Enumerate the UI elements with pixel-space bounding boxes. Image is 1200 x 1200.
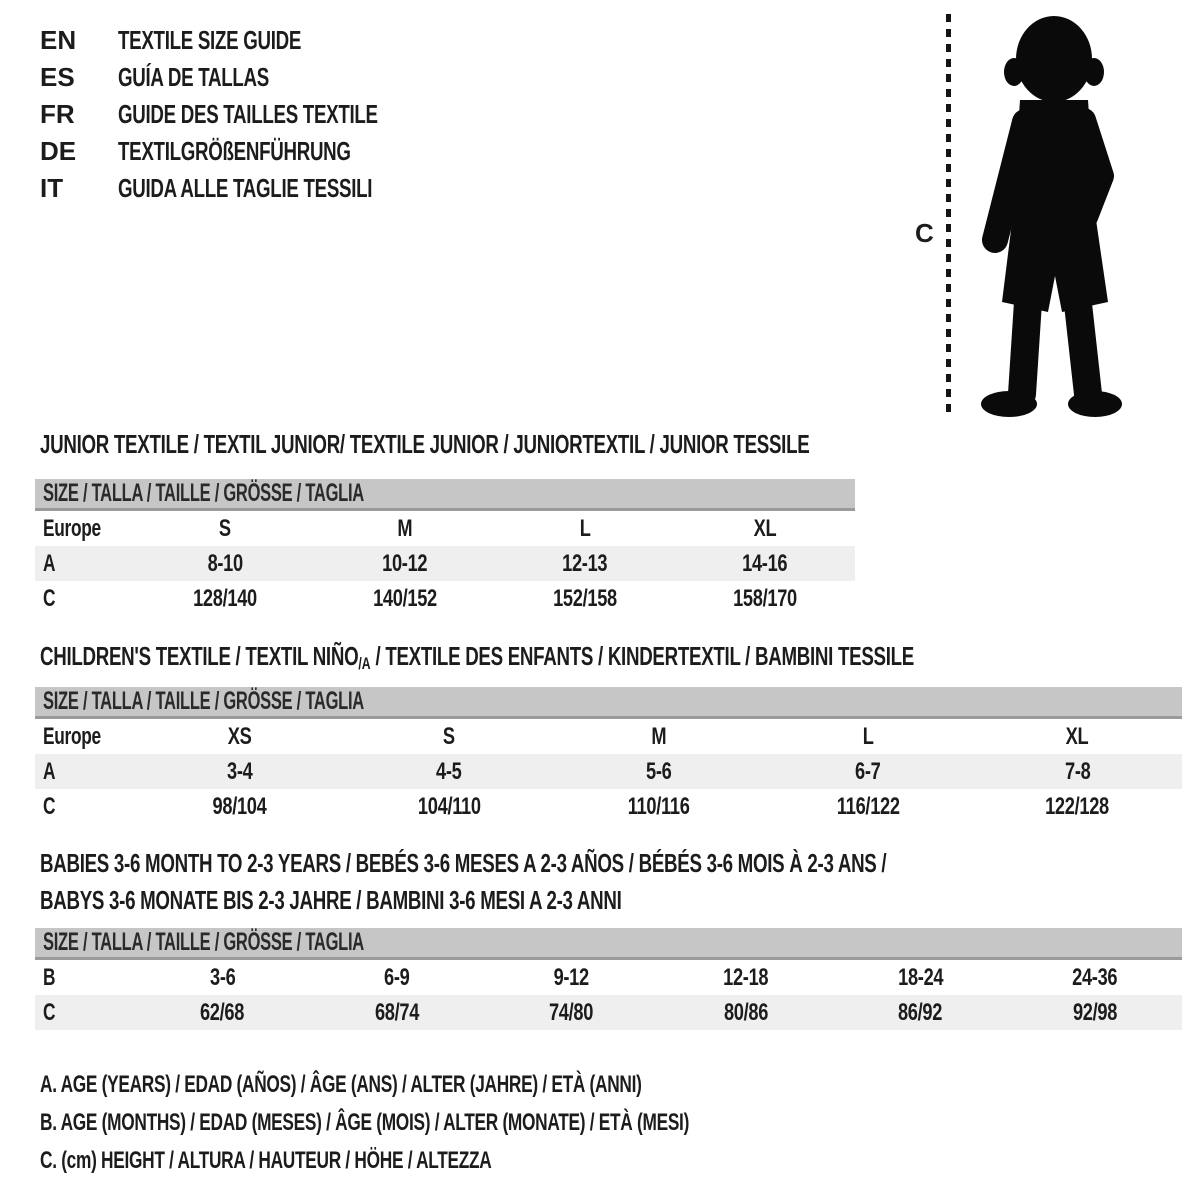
table-cell: 6-9 (384, 963, 410, 991)
row-label: C (43, 792, 56, 820)
babies-title-line2: BABYS 3-6 MONATE BIS 2-3 JAHRE / BAMBINI 3-6 MESI A 2-3 ANNI (40, 885, 622, 915)
table-cell: 62/68 (200, 998, 245, 1026)
table-cell: 7-8 (1064, 757, 1091, 785)
language-code: IT (40, 173, 64, 203)
legend-note-c: C. (cm) HEIGHT / ALTURA / HAUTEUR / HÖHE / ALTEZZA (40, 1147, 492, 1174)
row-label: C (43, 584, 56, 612)
table-cell: 68/74 (374, 998, 419, 1026)
table-row (35, 511, 855, 546)
table-cell: 152/158 (553, 584, 617, 612)
table-row (35, 789, 1182, 824)
table-row (35, 719, 1182, 754)
babies-title-line1: BABIES 3-6 MONTH TO 2-3 YEARS / BEBÉS 3-6 MESES A 2-3 AÑOS / BÉBÉS 3-6 MOIS À 2-3 ANS / (40, 848, 887, 878)
table-cell: S (443, 722, 456, 750)
language-title-list (40, 22, 479, 207)
guide-title-fr: GUIDE DES TAILLES TEXTILE (118, 99, 378, 129)
table-cell: 104/110 (417, 792, 481, 820)
table-cell: XL (1065, 722, 1089, 750)
table-cell: 110/116 (627, 792, 690, 820)
table-cell: L (862, 722, 874, 750)
table-cell: 8-10 (207, 549, 243, 577)
nino-a-subscript: /A (358, 654, 371, 673)
table-cell: XL (753, 514, 777, 542)
height-measure-label: C (915, 218, 934, 248)
table-cell: 18-24 (897, 963, 943, 991)
language-row-en (40, 22, 479, 59)
language-code: FR (40, 99, 75, 129)
babies-size-table (35, 928, 1182, 1030)
language-row-de (40, 133, 479, 170)
row-label: A (43, 757, 56, 785)
table-cell: 80/86 (723, 998, 768, 1026)
table-row (35, 546, 855, 581)
guide-title-es: GUÍA DE TALLAS (118, 62, 269, 92)
children-table-header: SIZE / TALLA / TAILLE / GRÖSSE / TAGLIA (35, 687, 1182, 719)
babies-table-header: SIZE / TALLA / TAILLE / GRÖSSE / TAGLIA (35, 928, 1182, 960)
legend-note-b: B. AGE (MONTHS) / EDAD (MESES) / ÂGE (MOIS) / ALTER (MONATE) / ETÀ (MESI) (40, 1109, 690, 1136)
guide-title-it: GUIDA ALLE TAGLIE TESSILI (118, 173, 373, 203)
language-row-it (40, 170, 479, 207)
row-label: Europe (43, 722, 101, 750)
table-cell: S (219, 514, 231, 542)
language-code: DE (40, 136, 77, 166)
table-cell: M (651, 722, 666, 750)
table-cell: 6-7 (855, 757, 881, 785)
children-size-table (35, 687, 1182, 824)
table-row (35, 581, 855, 616)
table-cell: 140/152 (373, 584, 437, 612)
row-label: B (43, 963, 56, 991)
table-cell: M (397, 514, 413, 542)
table-cell: 92/98 (1072, 998, 1117, 1026)
table-cell: 128/140 (193, 584, 257, 612)
table-cell: 9-12 (553, 963, 589, 991)
height-dashed-line (946, 14, 951, 418)
table-cell: L (579, 514, 591, 542)
table-row (35, 995, 1182, 1030)
toddler-silhouette-icon (962, 14, 1147, 419)
table-cell: 122/128 (1045, 792, 1110, 820)
junior-section-title: JUNIOR TEXTILE / TEXTIL JUNIOR/ TEXTILE JUNIOR / JUNIORTEXTIL / JUNIOR TESSILE (40, 429, 810, 459)
row-label: C (43, 998, 56, 1026)
table-cell: 24-36 (1072, 963, 1118, 991)
table-cell: 5-6 (645, 757, 672, 785)
table-cell: 74/80 (549, 998, 594, 1026)
language-code: EN (40, 25, 77, 55)
legend-note-a: A. AGE (YEARS) / EDAD (AÑOS) / ÂGE (ANS) / ALTER (JAHRE) / ETÀ (ANNI) (40, 1071, 642, 1098)
junior-size-table (35, 479, 855, 616)
children-section-title: CHILDREN'S TEXTILE / TEXTIL NIÑO/A / TEXTILE DES ENFANTS / KINDERTEXTIL / BAMBINI TESSILE (40, 641, 914, 673)
table-cell: 3-4 (226, 757, 253, 785)
table-cell: 86/92 (898, 998, 943, 1026)
table-cell: 116/122 (836, 792, 900, 820)
table-cell: 14-16 (742, 549, 788, 577)
table-cell: XS (227, 722, 252, 750)
language-code: ES (40, 62, 75, 92)
language-row-fr (40, 96, 479, 133)
row-label: Europe (43, 514, 101, 542)
table-cell: 98/104 (212, 792, 267, 820)
table-cell: 3-6 (209, 963, 235, 991)
junior-table-header: SIZE / TALLA / TAILLE / GRÖSSE / TAGLIA (35, 479, 855, 511)
table-row (35, 754, 1182, 789)
legend-notes (40, 1066, 941, 1180)
language-row-es (40, 59, 479, 96)
table-cell: 158/170 (733, 584, 797, 612)
guide-title-en: TEXTILE SIZE GUIDE (118, 25, 302, 55)
table-cell: 4-5 (436, 757, 462, 785)
guide-title-de: TEXTILGRÖßENFÜHRUNG (118, 136, 351, 166)
table-cell: 12-18 (723, 963, 769, 991)
table-cell: 10-12 (382, 549, 428, 577)
babies-section-title (40, 845, 1200, 919)
table-cell: 12-13 (562, 549, 608, 577)
table-row (35, 960, 1182, 995)
row-label: A (43, 549, 56, 577)
